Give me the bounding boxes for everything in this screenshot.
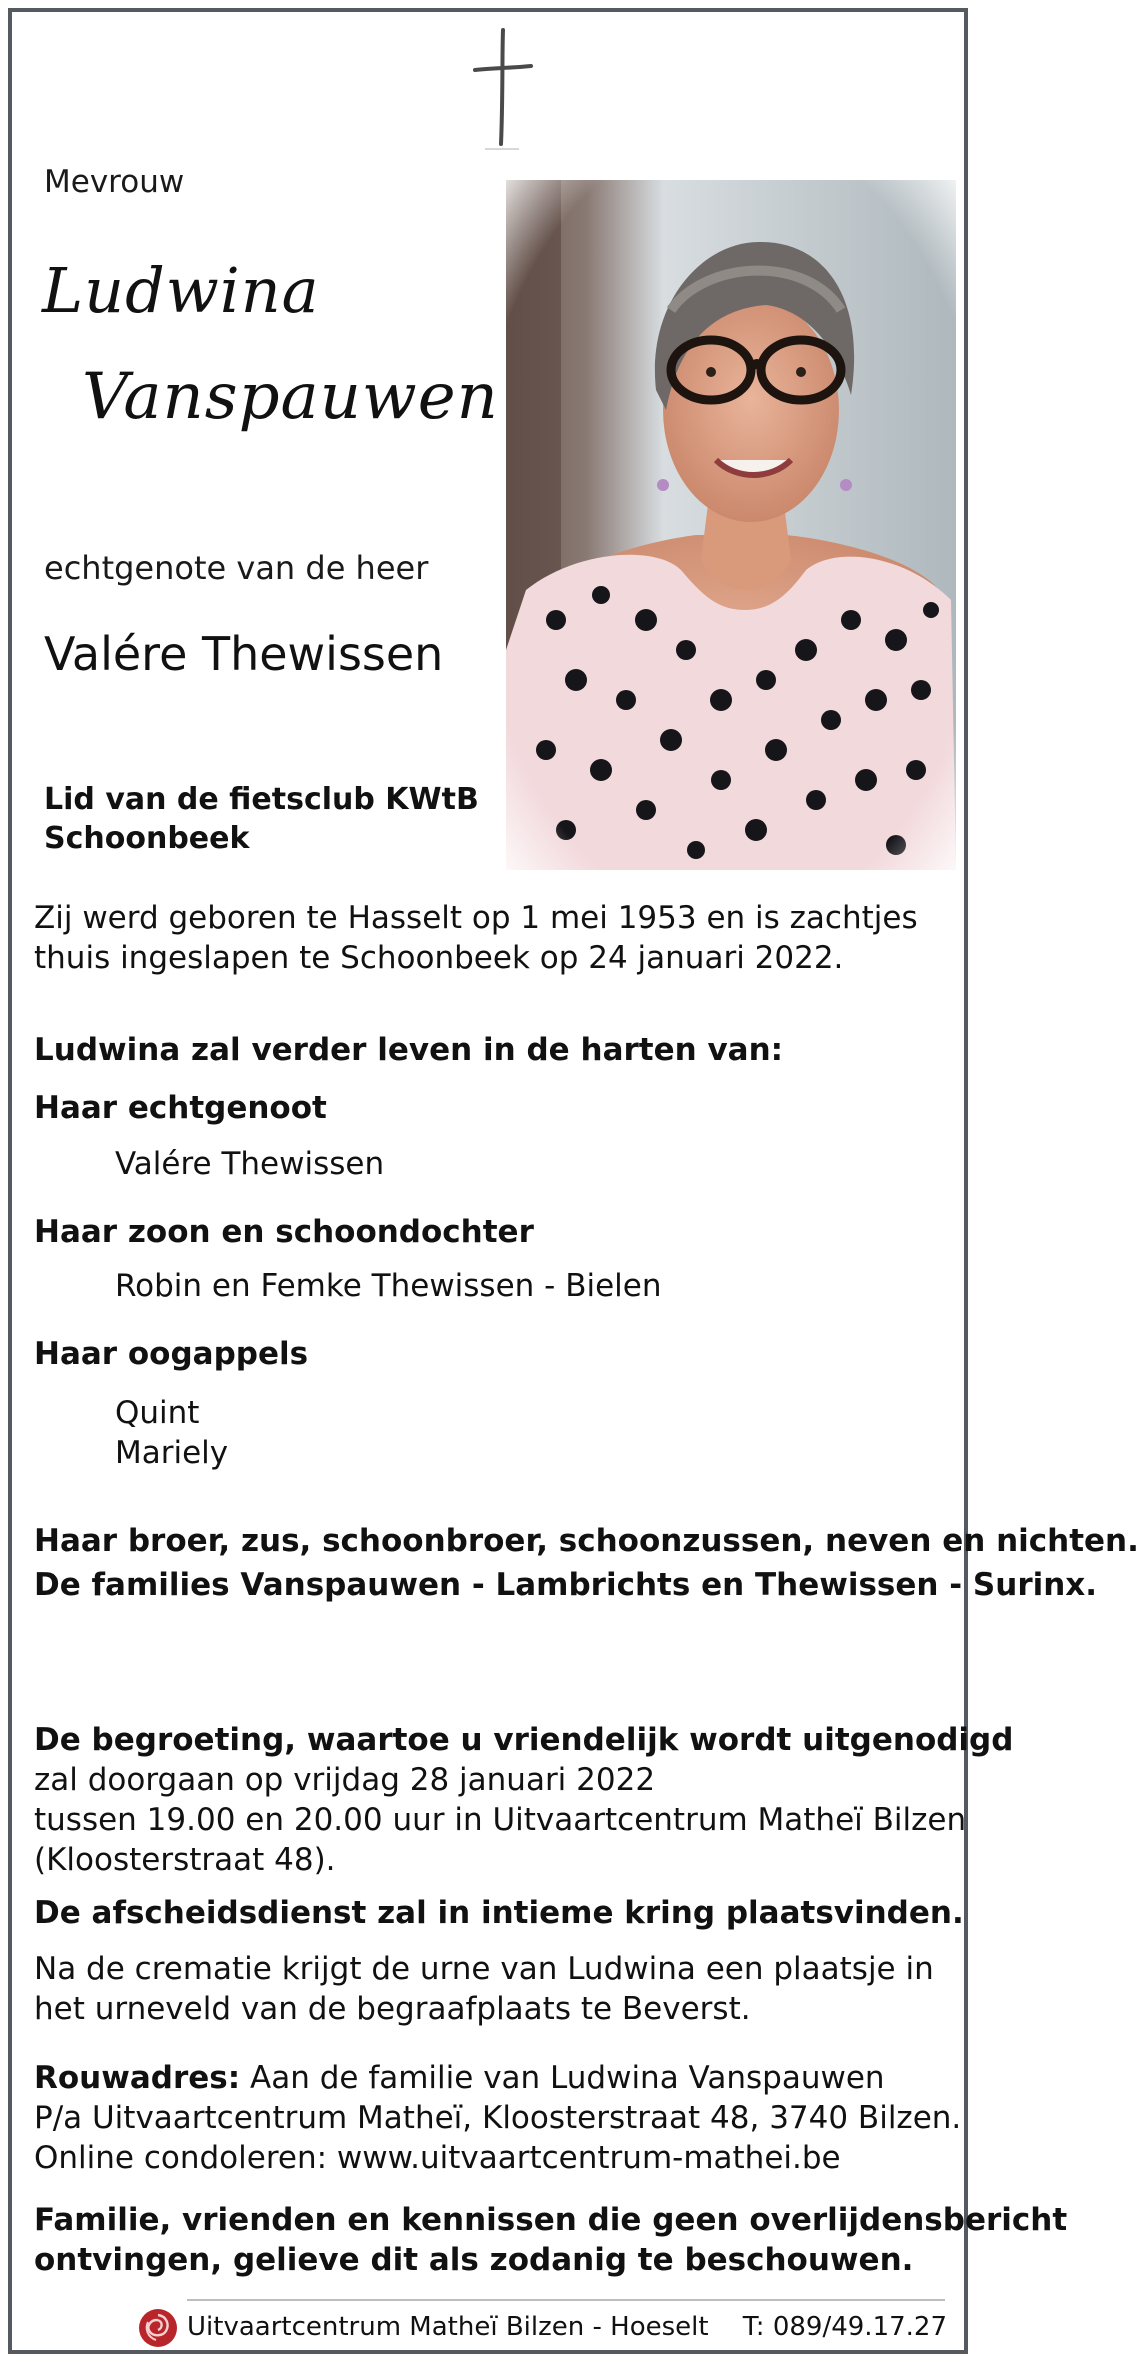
cremation-line-2: het urneveld van de begraafplaats te Beverst. <box>34 1991 751 2027</box>
address-recipient: Aan de familie van Ludwina Vanspauwen <box>240 2060 885 2096</box>
portrait-photo <box>506 180 956 870</box>
group-heading-spouse: Haar echtgenoot <box>34 1090 327 1126</box>
greeting-line-2: zal doorgaan op vrijdag 28 januari 2022 <box>34 1762 656 1798</box>
birth-line-1: Zij werd geboren te Hasselt op 1 mei 1953 en is zachtjes <box>34 900 918 936</box>
cross-icon <box>467 26 537 151</box>
club-line-1: Lid van de fietsclub KWtB <box>44 782 479 817</box>
family-intro: Ludwina zal verder leven in de harten van: <box>34 1032 784 1068</box>
group-heading-son: Haar zoon en schoondochter <box>34 1214 534 1250</box>
funeral-home-name: Uitvaartcentrum Matheï Bilzen - Hoeselt <box>187 2312 709 2342</box>
address-line-2: P/a Uitvaartcentrum Matheï, Kloosterstraat 48, 3740 Bilzen. <box>34 2100 962 2136</box>
deceased-first-name: Ludwina <box>42 254 320 327</box>
group-heading-grandchildren: Haar oogappels <box>34 1336 309 1372</box>
address-line-1 <box>34 2058 885 2098</box>
greeting-line-3: tussen 19.00 en 20.00 uur in Uitvaartcentrum Matheï Bilzen <box>34 1802 967 1838</box>
notice-line-2: ontvingen, gelieve dit als zodanig te beschouwen. <box>34 2242 914 2278</box>
greeting-heading: De begroeting, waartoe u vriendelijk wordt uitgenodigd <box>34 1722 1014 1758</box>
funeral-home-phone[interactable]: T: 089/49.17.27 <box>742 2312 947 2342</box>
greeting-line-4: (Kloosterstraat 48). <box>34 1842 336 1878</box>
title-prefix: Mevrouw <box>44 164 185 200</box>
address-label: Rouwadres: <box>34 2060 241 2096</box>
obituary-card <box>8 8 1139 2354</box>
group-member: Valére Thewissen <box>115 1146 385 1182</box>
notice-line-1: Familie, vrienden en kennissen die geen overlijdensbericht <box>34 2202 1068 2238</box>
extended-family-line-2: De families Vanspauwen - Lambrichts en Thewissen - Surinx. <box>34 1567 1098 1603</box>
footer-bar <box>187 2312 947 2342</box>
condolence-link[interactable]: Online condoleren: www.uitvaartcentrum-mathei.be <box>34 2140 841 2176</box>
club-line-2: Schoonbeek <box>44 821 250 856</box>
club-membership <box>44 780 479 858</box>
spouse-name: Valére Thewissen <box>44 627 444 681</box>
birth-line-2: thuis ingeslapen te Schoonbeek op 24 januari 2022. <box>34 940 844 976</box>
spouse-intro: echtgenote van de heer <box>44 549 429 587</box>
group-member: Robin en Femke Thewissen - Bielen <box>115 1268 662 1304</box>
deceased-last-name: Vanspauwen <box>82 360 499 434</box>
group-member: Mariely <box>115 1435 229 1471</box>
farewell-notice: De afscheidsdienst zal in intieme kring plaatsvinden. <box>34 1895 964 1931</box>
cremation-line-1: Na de crematie krijgt de urne van Ludwina een plaatsje in <box>34 1951 934 1987</box>
extended-family-line-1: Haar broer, zus, schoonbroer, schoonzussen, neven en nichten. <box>34 1523 1139 1559</box>
group-member: Quint <box>115 1395 200 1431</box>
rose-logo-icon <box>136 2306 180 2350</box>
footer-divider <box>187 2299 945 2301</box>
